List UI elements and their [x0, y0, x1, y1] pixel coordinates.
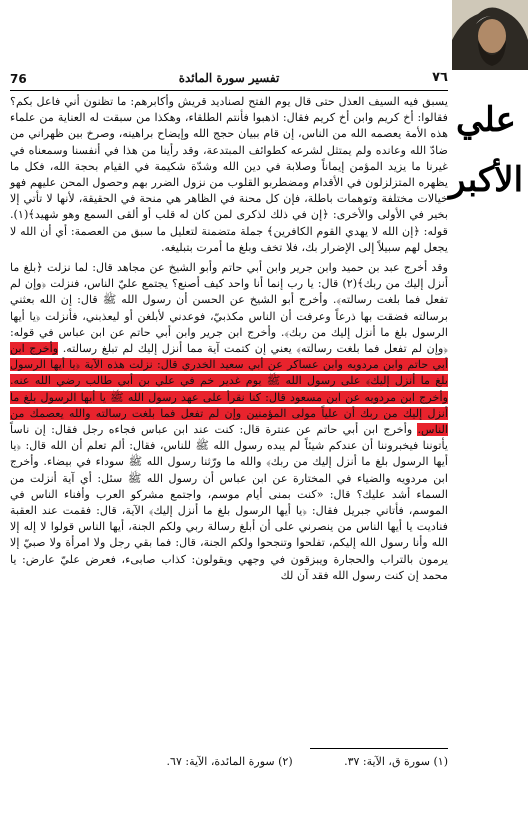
- paragraph-2-start: وقد أخرج عبد بن حميد وابن جرير وابن أبي حاتم وأبو الشيخ عن مجاهد قال: لما نزلت ﴿بلغ ما أنزل إليك من ربك﴾(٢) قال: يا رب إنما أنا واحد كيف أصنع؟ يجتمع عليّ الناس، فنزلت ﴿وإن لم تفعل فما بلغت رسالته﴾. وأخرج أبو الشيخ عن الحسن أن رسول الله ﷺ قال: إن الله بعثني برسالته فضقت بها ذرعاً وعرفت أن الناس مكذبيّ، فوعدني لأبلغن أو ليعذبني، فأنزلت ﴿يا أيها الرسول بلغ ما أنزل إليك من ربك﴾. وأخرج ابن جرير وابن أبي حاتم عن ابن عباس في قوله: ﴿وإن لم تفعل فما بلغت رسالته﴾ يعني إن كتمت آية مما أنزل إليك لم تبلغ رسالته.: [10, 261, 449, 356]
- footnote-1: (١) سورة ق، الآية: ٣٧.: [344, 755, 448, 768]
- paragraph-2: [10, 260, 448, 584]
- running-title: تفسير سورة المائدة: [178, 71, 280, 85]
- footnotes: [10, 755, 448, 768]
- page-header: [10, 70, 448, 91]
- footnote-divider: [310, 748, 448, 749]
- paragraph-2-end: وأخرج ابن أبي حاتم عن عنترة قال: كنت عند ابن عباس فجاءه رجل فقال: إن ناساً يأتوننا فيخبروننا أن عندكم شيئاً لم يبده رسول الله ﷺ للناس، فقال: ألم تعلم أن الله قال: ﴿يا أيها الرسول بلغ ما أنزل إليك من ربك﴾ والله ما ورّثنا رسول الله ﷺ سوداء في بيضاء. وأخرج ابن مردويه والضياء في المختارة عن ابن عباس أن رسول الله ﷺ سئل: أي آية أنزلت من السماء أشد عليك؟ قال: «كنت بمنى أيام موسم، واجتمع مشركو العرب وأفناء الناس في الموسم، فأتاني جبريل فقال: ﴿يا أيها الرسول بلغ ما أنزل إليك﴾ الآية، قال: فقمت عند العقبة فناديت يا أيها الناس من ينصرني على أن أبلغ رسالة ربي ولكم الجنة، أيها الناس قولوا لا إله إلا الله وأنا رسول الله إليكم، تفلحوا وتنجحوا ولكم الجنة، قال: فما بقي رجل ولا امرأة ولا صبيّ إلا يرمون بالتراب والحجارة ويبزقون في وجهي ويقولون: كذاب صابىء، فعرض عليّ عارض: يا محمد إن كنت رسول الله فقد آن لك: [10, 423, 448, 582]
- main-text: [10, 94, 448, 588]
- portrait-image: [452, 0, 528, 70]
- page-number-latin: 76: [10, 72, 27, 86]
- footnote-2: (٢) سورة المائدة، الآية: ٦٧.: [166, 755, 293, 768]
- highlighted-passage: وأخرج ابن أبي حاتم وابن مردويه وابن عساكر عن أبي سعيد الخدري قال: نزلت هذه الآية ﴿يا أيها الرسول بلغ ما أنزل إليك﴾ على رسول الله ﷺ يوم غدير خم في علي بن أبي طالب رضي الله عنه. وأخرج ابن مردويه عن ابن مسعود قال: كنا نقرأ على عهد رسول الله ﷺ يا أيها الرسول بلغ ما أنزل إليك من ربك أن علياً مولى المؤمنين وإن لم تفعل فما بلغت رسالته والله يعصمك من الناس.: [10, 342, 448, 437]
- page-number-arabic: ٧٦: [432, 70, 448, 85]
- calligraphy-title: علي الأكبر: [448, 100, 524, 200]
- paragraph-1: يسبق فيه السيف العذل حتى قال يوم الفتح لصناديد قريش وأكابرهم: ما تظنون أني فاعل بكم؟ فقالوا: أخ كريم وابن أخ كريم فقال: اذهبوا فأنتم الطلقاء، وهكذا من سبقت له العناية من علماء هذه الأمة يعصمه الله من الناس، إن قام ببيان حجج الله وإيضاح براهينه، وصرخ بين ظهراني من ضادّ الله وعانده ولم يمتثل لشرعه كطوائف المبتدعة، وقد رأينا من هذا في أنفسنا وسمعناه في غيرنا ما يزيد المؤمن إيماناً وصلابة في دين الله وشدّة شكيمة في القيام بحجة الله، فكل ما يظهره المتزلزلون في الأقدام ومضطربو القلوب من نزول الضرر بهم وحصول المحن عليهم فهو خيالات مختلفة وتوهمات باطلة، فإن كل محنة في الظاهر هي منحة في الحقيقة، لأنها لا تأتي إلا بخير في الأولى والأخرى: ﴿إن في ذلك لذكرى لمن كان له قلب أو ألقى السمع وهو شهيد﴾(١). قوله: ﴿إن الله لا يهدي القوم الكافرين﴾ جملة متضمنة لتعليل ما سبق من العصمة: أي أن الله لا يجعل لهم سبيلاً إلى الإضرار بك، فلا تخف وبلغ ما أمرت بتبليغه.: [10, 95, 448, 254]
